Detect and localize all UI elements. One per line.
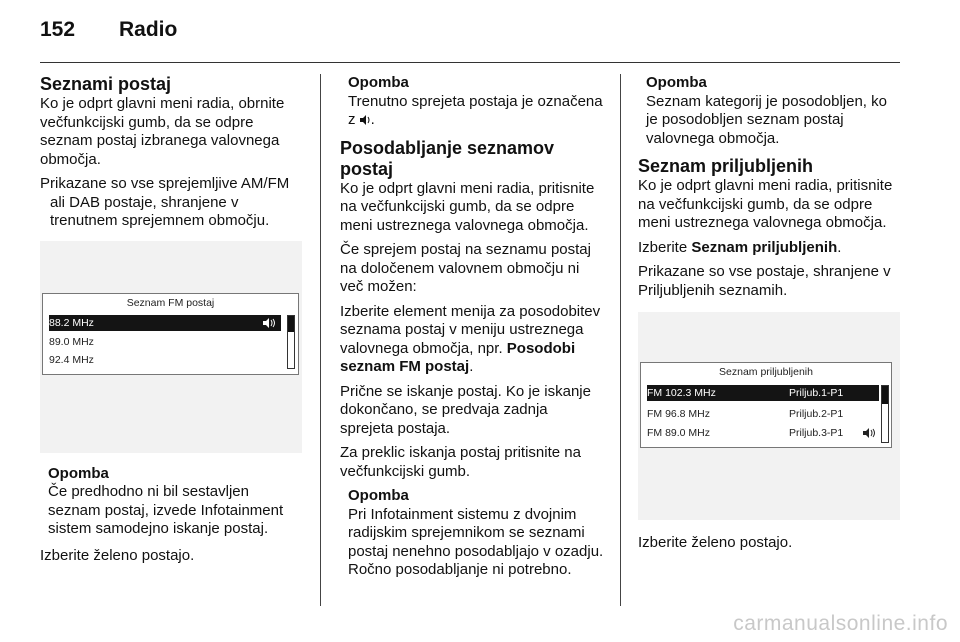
note-title: Opomba bbox=[348, 74, 409, 91]
station-frequency: FM 89.0 MHz bbox=[647, 427, 711, 439]
paragraph: Prikazane so vse sprejemljive AM/FM ali DAB postaje, shranjene v trenutnem sprejemnem območju. bbox=[40, 175, 290, 229]
speaker-icon bbox=[360, 115, 371, 125]
favourite-slot: Priljub.1-P1 bbox=[789, 387, 844, 399]
note bbox=[340, 487, 604, 580]
note bbox=[40, 465, 304, 539]
paragraph bbox=[340, 303, 604, 377]
note-title: Opomba bbox=[646, 74, 707, 91]
section-title: Radio bbox=[119, 18, 178, 41]
footer-watermark: carmanualsonline.info bbox=[733, 612, 948, 635]
note bbox=[638, 74, 902, 148]
heading-seznam-priljubljenih: Seznam priljubljenih bbox=[638, 156, 814, 176]
note bbox=[340, 74, 604, 130]
list-item-selected[interactable] bbox=[49, 315, 281, 331]
station-frequency: FM 96.8 MHz bbox=[647, 408, 711, 420]
note-text-end: . bbox=[370, 111, 375, 128]
scrollbar[interactable] bbox=[881, 385, 889, 443]
heading-seznami-postaj: Seznami postaj bbox=[40, 74, 172, 94]
paragraph: Prične se iskanje postaj. Ko je iskanje dokončano, se predvaja zadnja sprejeta postaja. bbox=[340, 382, 591, 437]
fm-list-screenshot bbox=[40, 241, 302, 453]
favourite-slot: Priljub.3-P1 bbox=[789, 427, 844, 439]
heading-posodabljanje: Posodabljanje seznamov postaj bbox=[340, 137, 555, 179]
page-header bbox=[40, 18, 900, 58]
column-2 bbox=[340, 74, 604, 588]
fm-station-list-screen bbox=[42, 293, 299, 375]
note-text: Pri Infotainment sistemu z dvojnim radijskim sprejemnikom se seznami postaj nenehno posodabljajo v ozadju. Ročno posodabljanje ni potrebno. bbox=[348, 505, 604, 578]
note-title: Opomba bbox=[348, 487, 409, 504]
station-frequency: 92.4 MHz bbox=[49, 353, 94, 366]
note-text: Če predhodno ni bil sestavljen seznam postaj, izvede Infotainment sistem samodejno iskanje postaj. bbox=[48, 483, 284, 537]
note-text: Seznam kategorij je posodobljen, ko je posodobljen seznam postaj valovnega območja. bbox=[646, 92, 887, 147]
speaker-icon bbox=[263, 318, 277, 328]
paragraph: Če sprejem postaj na seznamu postaj na določenem valovnem območju ni več možen: bbox=[340, 241, 591, 295]
paragraph bbox=[638, 239, 902, 258]
speaker-icon bbox=[863, 428, 877, 438]
scrollbar[interactable] bbox=[287, 315, 295, 369]
paragraph-end: . bbox=[469, 358, 474, 375]
station-frequency: 88.2 MHz bbox=[49, 316, 94, 329]
station-frequency: 89.0 MHz bbox=[49, 335, 94, 348]
column-1 bbox=[40, 74, 304, 571]
paragraph-end: . bbox=[837, 238, 842, 256]
paragraph: Ko je odprt glavni meni radia, pritisnite na večfunkcijski gumb, da se odpre meni ustreznega valovnega območja. bbox=[340, 179, 595, 234]
favourites-list-screenshot bbox=[638, 312, 900, 520]
list-item-selected[interactable] bbox=[647, 385, 879, 401]
screen-title: Seznam priljubljenih bbox=[719, 366, 813, 378]
favourite-slot: Priljub.2-P1 bbox=[789, 408, 844, 420]
paragraph: Izberite želeno postajo. bbox=[638, 534, 793, 551]
note-text: Trenutno sprejeta postaja je označena z bbox=[348, 92, 603, 128]
column-divider bbox=[620, 74, 621, 606]
scrollbar-thumb[interactable] bbox=[288, 316, 294, 332]
column-divider bbox=[320, 74, 321, 606]
paragraph-text: Izberite bbox=[638, 238, 688, 256]
station-frequency: FM 102.3 MHz bbox=[647, 387, 716, 399]
menu-item-reference: Seznam priljubljenih bbox=[691, 238, 838, 256]
paragraph-text: Izberite element menija za posodobitev seznama postaj v meniju ustreznega valovnega območja, npr. bbox=[340, 302, 601, 357]
paragraph: Za preklic iskanja postaj pritisnite na večfunkcijski gumb. bbox=[340, 444, 581, 480]
paragraph: Prikazane so vse postaje, shranjene v Priljubljenih seznamih. bbox=[638, 263, 891, 299]
note-title: Opomba bbox=[48, 464, 109, 482]
scrollbar-thumb[interactable] bbox=[882, 386, 888, 404]
list-item[interactable] bbox=[49, 334, 281, 350]
menu-item-reference: Posodobi seznam FM postaj bbox=[340, 339, 576, 375]
favourites-list-screen bbox=[640, 362, 892, 448]
list-item[interactable] bbox=[647, 425, 879, 441]
list-item[interactable] bbox=[49, 352, 281, 368]
paragraph: Ko je odprt glavni meni radia, obrnite večfunkcijski gumb, da se odpre seznam postaj izbranega valovnega območja. bbox=[40, 95, 285, 168]
header-rule bbox=[40, 62, 900, 63]
page-number: 152 bbox=[40, 18, 76, 41]
paragraph: Ko je odprt glavni meni radia, pritisnite na večfunkcijski gumb, da se odpre meni ustreznega valovnega območja. bbox=[638, 177, 893, 231]
list-item[interactable] bbox=[647, 406, 879, 422]
column-3 bbox=[638, 74, 902, 559]
screen-title: Seznam FM postaj bbox=[126, 296, 215, 309]
paragraph: Izberite želeno postajo. bbox=[40, 546, 195, 564]
